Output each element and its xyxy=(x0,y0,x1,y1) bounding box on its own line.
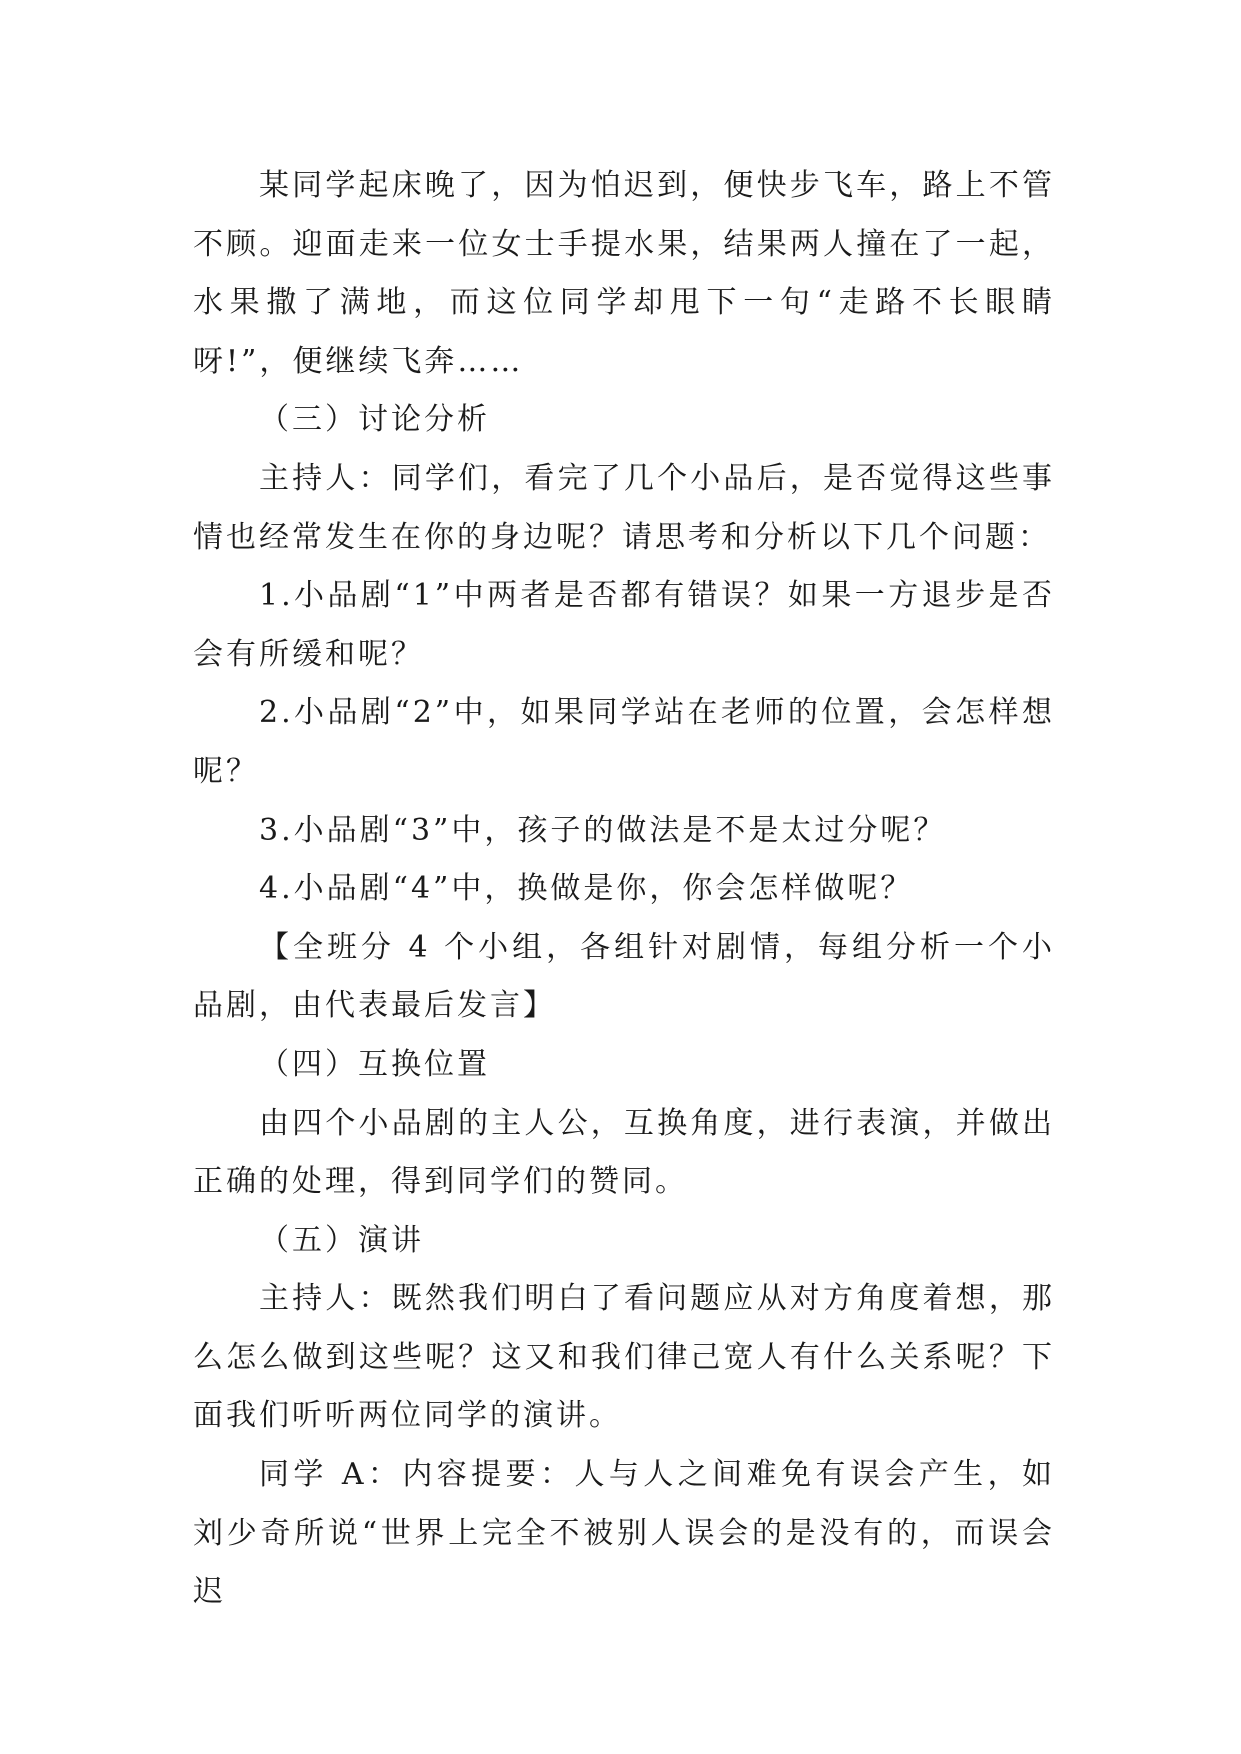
question-item-3: 3.小品剧“3”中，孩子的做法是不是太过分呢？ xyxy=(259,812,947,848)
document-body xyxy=(193,157,1055,1622)
question-item-4: 4.小品剧“4”中，换做是你，你会怎样做呢？ xyxy=(259,871,914,907)
paragraph-host-questions: 主持人：同学们，看完了几个小品后，是否觉得这些事情也经常发生在你的身边呢？请思考和分析以下几个问题： xyxy=(193,460,1055,555)
section-heading-speech: （五）演讲 xyxy=(259,1222,424,1258)
section-heading-swap-positions: （四）互换位置 xyxy=(259,1046,490,1082)
paragraph-story: 某同学起床晚了，因为怕迟到，便快步飞车，路上不管不顾。迎面走来一位女士手提水果，结果两人撞在了一起，水果撒了满地，而这位同学却甩下一句“走路不长眼睛呀!”，便继续飞奔…… xyxy=(193,168,1055,379)
section-heading-discussion: （三）讨论分析 xyxy=(259,402,490,438)
paragraph-student-a: 同学 A：内容提要：人与人之间难免有误会产生，如刘少奇所说“世界上完全不被别人误会的是没有的，而误会迟 xyxy=(193,1457,1055,1610)
paragraph-swap-description: 由四个小品剧的主人公，互换角度，进行表演，并做出正确的处理，得到同学们的赞同。 xyxy=(193,1105,1055,1200)
question-item-1: 1.小品剧“1”中两者是否都有错误？如果一方退步是否会有所缓和呢？ xyxy=(193,578,1055,672)
question-item-2: 2.小品剧“2”中，如果同学站在老师的位置，会怎样想呢？ xyxy=(193,695,1055,789)
paragraph-host-speech-intro: 主持人：既然我们明白了看问题应从对方角度着想，那么怎么做到这些呢？这又和我们律己宽人有什么关系呢？下面我们听听两位同学的演讲。 xyxy=(193,1281,1055,1434)
paragraph-group-note: 【全班分 4 个小组，各组针对剧情，每组分析一个小品剧，由代表最后发言】 xyxy=(193,929,1055,1024)
